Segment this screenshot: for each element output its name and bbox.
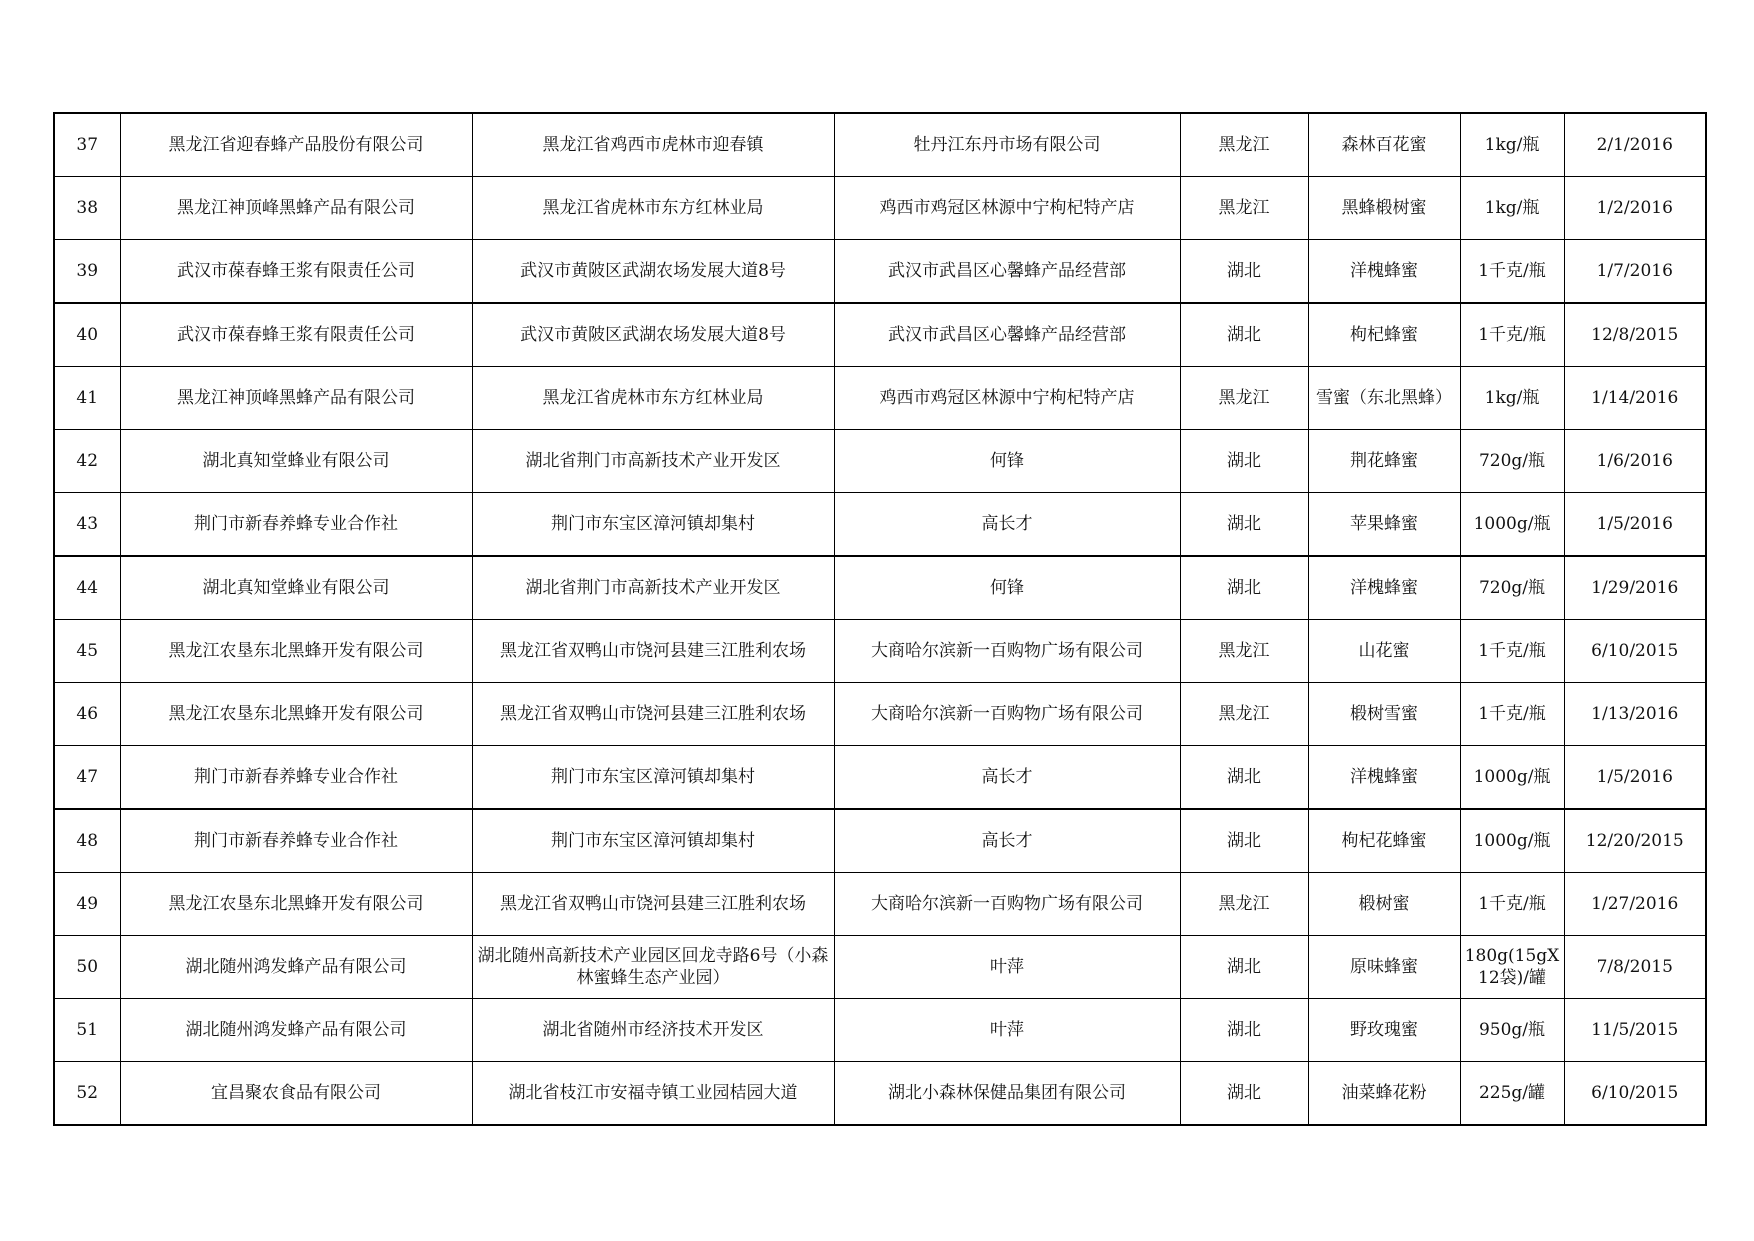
date-cell: 1/14/2016 bbox=[1564, 367, 1706, 430]
row-number-cell: 49 bbox=[54, 873, 120, 936]
spec-cell: 1000g/瓶 bbox=[1460, 809, 1564, 873]
seller-cell: 何锋 bbox=[834, 556, 1180, 620]
spec-cell: 1千克/瓶 bbox=[1460, 683, 1564, 746]
table-row bbox=[54, 809, 1706, 873]
date-cell: 1/2/2016 bbox=[1564, 177, 1706, 240]
row-number-cell: 47 bbox=[54, 746, 120, 810]
table-row bbox=[54, 493, 1706, 557]
table-row bbox=[54, 683, 1706, 746]
company-cell: 湖北随州鸿发蜂产品有限公司 bbox=[120, 936, 472, 999]
company-cell: 荆门市新春养蜂专业合作社 bbox=[120, 746, 472, 810]
product-cell: 油菜蜂花粉 bbox=[1308, 1062, 1460, 1126]
date-cell: 6/10/2015 bbox=[1564, 620, 1706, 683]
product-cell: 洋槐蜂蜜 bbox=[1308, 746, 1460, 810]
row-number-cell: 50 bbox=[54, 936, 120, 999]
product-cell: 野玫瑰蜜 bbox=[1308, 999, 1460, 1062]
date-cell: 1/27/2016 bbox=[1564, 873, 1706, 936]
seller-cell: 鸡西市鸡冠区林源中宁枸杞特产店 bbox=[834, 177, 1180, 240]
table-body bbox=[54, 113, 1706, 1125]
row-number-cell: 42 bbox=[54, 430, 120, 493]
row-number-cell: 43 bbox=[54, 493, 120, 557]
product-cell: 洋槐蜂蜜 bbox=[1308, 240, 1460, 304]
product-cell: 枸杞蜂蜜 bbox=[1308, 303, 1460, 367]
product-cell: 荆花蜂蜜 bbox=[1308, 430, 1460, 493]
product-table bbox=[53, 112, 1707, 1126]
company-cell: 黑龙江农垦东北黑蜂开发有限公司 bbox=[120, 620, 472, 683]
date-cell: 1/6/2016 bbox=[1564, 430, 1706, 493]
date-cell: 1/5/2016 bbox=[1564, 746, 1706, 810]
address-cell: 黑龙江省鸡西市虎林市迎春镇 bbox=[472, 113, 834, 177]
seller-cell: 高长才 bbox=[834, 809, 1180, 873]
address-cell: 黑龙江省双鸭山市饶河县建三江胜利农场 bbox=[472, 620, 834, 683]
seller-cell: 武汉市武昌区心馨蜂产品经营部 bbox=[834, 240, 1180, 304]
province-cell: 湖北 bbox=[1180, 746, 1308, 810]
date-cell: 11/5/2015 bbox=[1564, 999, 1706, 1062]
table-row bbox=[54, 113, 1706, 177]
seller-cell: 牡丹江东丹市场有限公司 bbox=[834, 113, 1180, 177]
spec-cell: 1千克/瓶 bbox=[1460, 303, 1564, 367]
table-row bbox=[54, 999, 1706, 1062]
company-cell: 宜昌聚农食品有限公司 bbox=[120, 1062, 472, 1126]
date-cell: 1/29/2016 bbox=[1564, 556, 1706, 620]
province-cell: 湖北 bbox=[1180, 936, 1308, 999]
address-cell: 黑龙江省虎林市东方红林业局 bbox=[472, 367, 834, 430]
company-cell: 湖北随州鸿发蜂产品有限公司 bbox=[120, 999, 472, 1062]
address-cell: 湖北省荆门市高新技术产业开发区 bbox=[472, 430, 834, 493]
date-cell: 12/8/2015 bbox=[1564, 303, 1706, 367]
province-cell: 湖北 bbox=[1180, 1062, 1308, 1126]
seller-cell: 大商哈尔滨新一百购物广场有限公司 bbox=[834, 683, 1180, 746]
product-cell: 枸杞花蜂蜜 bbox=[1308, 809, 1460, 873]
spec-cell: 1千克/瓶 bbox=[1460, 240, 1564, 304]
seller-cell: 叶萍 bbox=[834, 999, 1180, 1062]
address-cell: 湖北省枝江市安福寺镇工业园桔园大道 bbox=[472, 1062, 834, 1126]
row-number-cell: 38 bbox=[54, 177, 120, 240]
address-cell: 湖北省荆门市高新技术产业开发区 bbox=[472, 556, 834, 620]
address-cell: 荆门市东宝区漳河镇却集村 bbox=[472, 809, 834, 873]
product-cell: 原味蜂蜜 bbox=[1308, 936, 1460, 999]
province-cell: 湖北 bbox=[1180, 809, 1308, 873]
company-cell: 黑龙江省迎春蜂产品股份有限公司 bbox=[120, 113, 472, 177]
spec-cell: 1kg/瓶 bbox=[1460, 177, 1564, 240]
row-number-cell: 44 bbox=[54, 556, 120, 620]
province-cell: 黑龙江 bbox=[1180, 113, 1308, 177]
table-row bbox=[54, 303, 1706, 367]
seller-cell: 武汉市武昌区心馨蜂产品经营部 bbox=[834, 303, 1180, 367]
product-cell: 椴树雪蜜 bbox=[1308, 683, 1460, 746]
table-row bbox=[54, 367, 1706, 430]
province-cell: 黑龙江 bbox=[1180, 367, 1308, 430]
province-cell: 湖北 bbox=[1180, 240, 1308, 304]
spec-cell: 1千克/瓶 bbox=[1460, 873, 1564, 936]
province-cell: 湖北 bbox=[1180, 999, 1308, 1062]
address-cell: 黑龙江省双鸭山市饶河县建三江胜利农场 bbox=[472, 873, 834, 936]
seller-cell: 鸡西市鸡冠区林源中宁枸杞特产店 bbox=[834, 367, 1180, 430]
date-cell: 7/8/2015 bbox=[1564, 936, 1706, 999]
spec-cell: 720g/瓶 bbox=[1460, 430, 1564, 493]
province-cell: 湖北 bbox=[1180, 493, 1308, 557]
address-cell: 黑龙江省虎林市东方红林业局 bbox=[472, 177, 834, 240]
table-row bbox=[54, 240, 1706, 304]
seller-cell: 何锋 bbox=[834, 430, 1180, 493]
address-cell: 荆门市东宝区漳河镇却集村 bbox=[472, 746, 834, 810]
spec-cell: 1千克/瓶 bbox=[1460, 620, 1564, 683]
province-cell: 黑龙江 bbox=[1180, 683, 1308, 746]
row-number-cell: 51 bbox=[54, 999, 120, 1062]
row-number-cell: 37 bbox=[54, 113, 120, 177]
company-cell: 湖北真知堂蜂业有限公司 bbox=[120, 556, 472, 620]
row-number-cell: 48 bbox=[54, 809, 120, 873]
row-number-cell: 46 bbox=[54, 683, 120, 746]
table-row bbox=[54, 430, 1706, 493]
table-row bbox=[54, 936, 1706, 999]
address-cell: 荆门市东宝区漳河镇却集村 bbox=[472, 493, 834, 557]
address-cell: 湖北随州高新技术产业园区回龙寺路6号（小森林蜜蜂生态产业园） bbox=[472, 936, 834, 999]
address-cell: 黑龙江省双鸭山市饶河县建三江胜利农场 bbox=[472, 683, 834, 746]
province-cell: 湖北 bbox=[1180, 430, 1308, 493]
table-row bbox=[54, 556, 1706, 620]
province-cell: 湖北 bbox=[1180, 556, 1308, 620]
spec-cell: 180g(15gX12袋)/罐 bbox=[1460, 936, 1564, 999]
date-cell: 1/13/2016 bbox=[1564, 683, 1706, 746]
company-cell: 荆门市新春养蜂专业合作社 bbox=[120, 809, 472, 873]
company-cell: 黑龙江神顶峰黑蜂产品有限公司 bbox=[120, 367, 472, 430]
table-row bbox=[54, 746, 1706, 810]
spec-cell: 1000g/瓶 bbox=[1460, 493, 1564, 557]
seller-cell: 大商哈尔滨新一百购物广场有限公司 bbox=[834, 620, 1180, 683]
spec-cell: 1kg/瓶 bbox=[1460, 113, 1564, 177]
seller-cell: 叶萍 bbox=[834, 936, 1180, 999]
address-cell: 武汉市黄陂区武湖农场发展大道8号 bbox=[472, 303, 834, 367]
product-cell: 森林百花蜜 bbox=[1308, 113, 1460, 177]
spec-cell: 1kg/瓶 bbox=[1460, 367, 1564, 430]
spec-cell: 950g/瓶 bbox=[1460, 999, 1564, 1062]
seller-cell: 高长才 bbox=[834, 493, 1180, 557]
product-cell: 椴树蜜 bbox=[1308, 873, 1460, 936]
table-row bbox=[54, 177, 1706, 240]
province-cell: 黑龙江 bbox=[1180, 873, 1308, 936]
company-cell: 荆门市新春养蜂专业合作社 bbox=[120, 493, 472, 557]
company-cell: 黑龙江农垦东北黑蜂开发有限公司 bbox=[120, 683, 472, 746]
company-cell: 湖北真知堂蜂业有限公司 bbox=[120, 430, 472, 493]
row-number-cell: 45 bbox=[54, 620, 120, 683]
date-cell: 1/5/2016 bbox=[1564, 493, 1706, 557]
table-row bbox=[54, 1062, 1706, 1126]
row-number-cell: 52 bbox=[54, 1062, 120, 1126]
company-cell: 武汉市葆春蜂王浆有限责任公司 bbox=[120, 303, 472, 367]
address-cell: 湖北省随州市经济技术开发区 bbox=[472, 999, 834, 1062]
spec-cell: 1000g/瓶 bbox=[1460, 746, 1564, 810]
date-cell: 6/10/2015 bbox=[1564, 1062, 1706, 1126]
seller-cell: 大商哈尔滨新一百购物广场有限公司 bbox=[834, 873, 1180, 936]
company-cell: 武汉市葆春蜂王浆有限责任公司 bbox=[120, 240, 472, 304]
row-number-cell: 40 bbox=[54, 303, 120, 367]
product-cell: 洋槐蜂蜜 bbox=[1308, 556, 1460, 620]
spec-cell: 720g/瓶 bbox=[1460, 556, 1564, 620]
province-cell: 黑龙江 bbox=[1180, 177, 1308, 240]
spec-cell: 225g/罐 bbox=[1460, 1062, 1564, 1126]
product-cell: 黑蜂椴树蜜 bbox=[1308, 177, 1460, 240]
date-cell: 1/7/2016 bbox=[1564, 240, 1706, 304]
table-row bbox=[54, 620, 1706, 683]
product-cell: 雪蜜（东北黑蜂） bbox=[1308, 367, 1460, 430]
product-cell: 山花蜜 bbox=[1308, 620, 1460, 683]
row-number-cell: 39 bbox=[54, 240, 120, 304]
province-cell: 黑龙江 bbox=[1180, 620, 1308, 683]
date-cell: 2/1/2016 bbox=[1564, 113, 1706, 177]
company-cell: 黑龙江神顶峰黑蜂产品有限公司 bbox=[120, 177, 472, 240]
company-cell: 黑龙江农垦东北黑蜂开发有限公司 bbox=[120, 873, 472, 936]
table-row bbox=[54, 873, 1706, 936]
date-cell: 12/20/2015 bbox=[1564, 809, 1706, 873]
province-cell: 湖北 bbox=[1180, 303, 1308, 367]
product-cell: 苹果蜂蜜 bbox=[1308, 493, 1460, 557]
row-number-cell: 41 bbox=[54, 367, 120, 430]
seller-cell: 湖北小森林保健品集团有限公司 bbox=[834, 1062, 1180, 1126]
seller-cell: 高长才 bbox=[834, 746, 1180, 810]
address-cell: 武汉市黄陂区武湖农场发展大道8号 bbox=[472, 240, 834, 304]
